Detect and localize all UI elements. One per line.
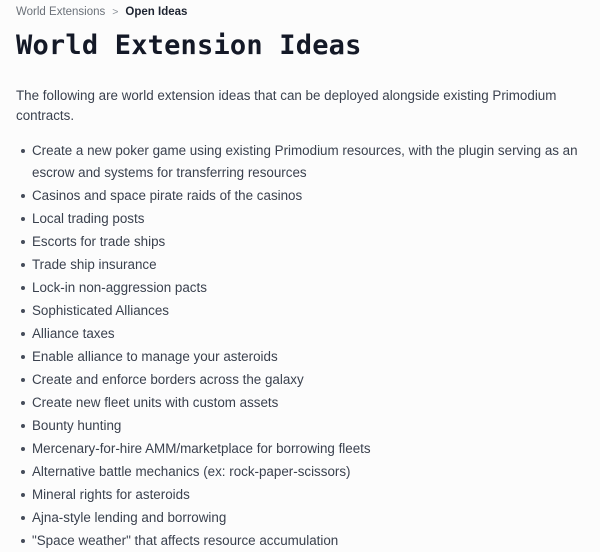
list-item: Create new fleet units with custom assets bbox=[16, 392, 592, 414]
list-item: Create a new poker game using existing Primodium resources, with the plugin serving as an escrow and systems for transferring resources bbox=[16, 140, 592, 184]
page-title: World Extension Ideas bbox=[16, 30, 362, 61]
list-item: Casinos and space pirate raids of the casinos bbox=[16, 185, 592, 207]
list-item: Sophisticated Alliances bbox=[16, 300, 592, 322]
list-item: Alternative battle mechanics (ex: rock-paper-scissors) bbox=[16, 461, 592, 483]
list-item: Trade ship insurance bbox=[16, 254, 592, 276]
list-item: Lock-in non-aggression pacts bbox=[16, 277, 592, 299]
list-item: Alliance taxes bbox=[16, 323, 592, 345]
list-item: Escorts for trade ships bbox=[16, 231, 592, 253]
breadcrumb-link-world-extensions[interactable]: World Extensions bbox=[16, 6, 106, 18]
list-item: Local trading posts bbox=[16, 208, 592, 230]
breadcrumb-separator-icon: > bbox=[112, 6, 119, 18]
intro-paragraph: The following are world extension ideas that can be deployed alongside existing Primodium contracts. bbox=[16, 88, 557, 123]
list-item: Mineral rights for asteroids bbox=[16, 484, 592, 506]
list-item: Create and enforce borders across the galaxy bbox=[16, 369, 592, 391]
breadcrumb bbox=[16, 5, 592, 20]
idea-list bbox=[16, 140, 592, 552]
list-item: "Space weather" that affects resource accumulation bbox=[16, 530, 592, 552]
breadcrumb-link-open-ideas[interactable]: Open Ideas bbox=[125, 6, 188, 18]
list-item: Ajna-style lending and borrowing bbox=[16, 507, 592, 529]
list-item: Enable alliance to manage your asteroids bbox=[16, 346, 592, 368]
list-item: Mercenary-for-hire AMM/marketplace for borrowing fleets bbox=[16, 438, 592, 460]
list-item: Bounty hunting bbox=[16, 415, 592, 437]
